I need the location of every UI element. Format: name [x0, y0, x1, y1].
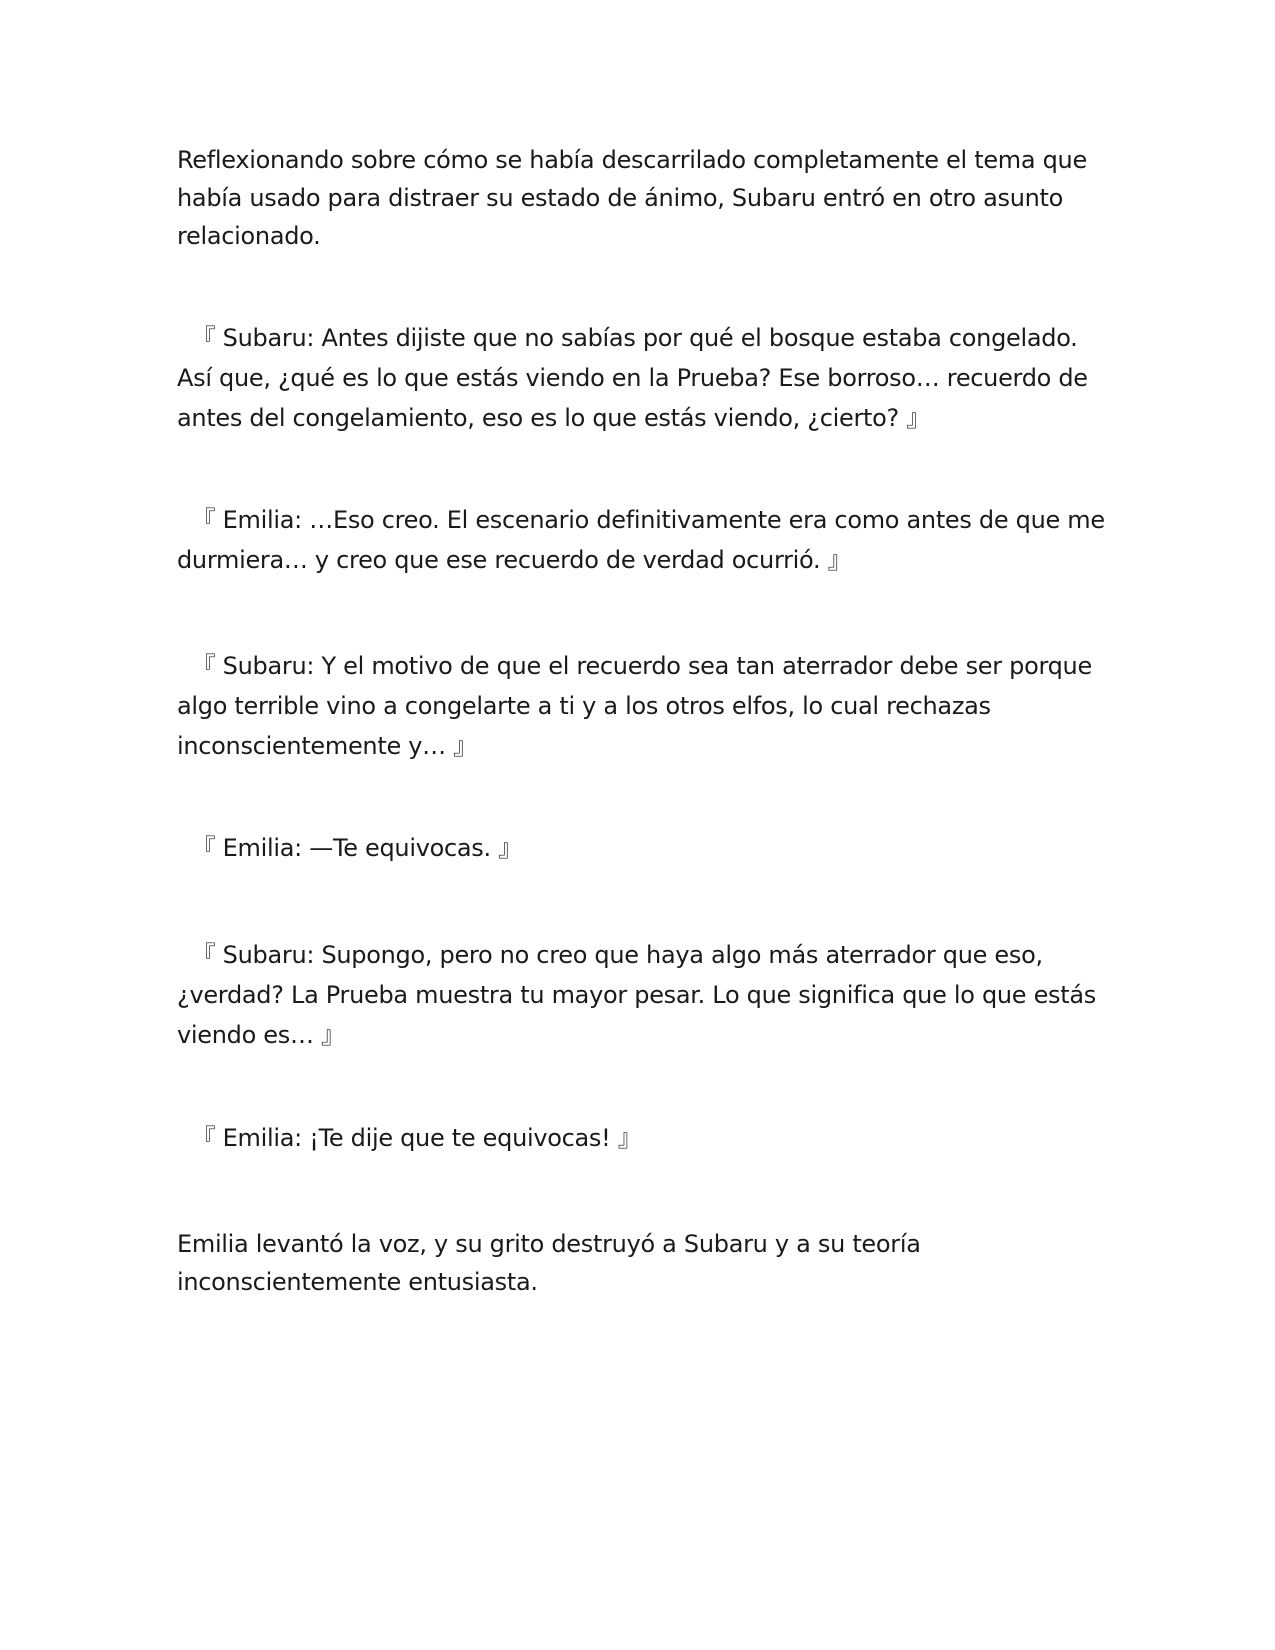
text-line: viendo es… 』 — [177, 1021, 345, 1049]
text-line: 『 Emilia: …Eso creo. El escenario definitivamente era como antes de que me — [177, 506, 1105, 534]
text-line: 『 Subaru: Supongo, pero no creo que haya algo más aterrador que eso, — [177, 941, 1043, 969]
text-line: algo terrible vino a congelarte a ti y a los otros elfos, lo cual rechazas — [177, 692, 991, 720]
text-line: 『 Emilia: ¡Te dije que te equivocas! 』 — [177, 1124, 642, 1152]
text-line: 『 Subaru: Y el motivo de que el recuerdo sea tan aterrador debe ser porque — [177, 652, 1092, 680]
text-line: Reflexionando sobre cómo se había descarrilado completamente el tema que — [177, 146, 1087, 174]
dialogue-emilia-3 — [177, 1118, 1117, 1158]
text-line: había usado para distraer su estado de ánimo, Subaru entró en otro asunto — [177, 184, 1064, 212]
dialogue-subaru-2 — [177, 646, 1117, 766]
text-line: 『 Emilia: —Te equivocas. 』 — [177, 834, 522, 862]
text-line: inconscientemente y… 』 — [177, 732, 477, 760]
text-line: Emilia levantó la voz, y su grito destruyó a Subaru y a su teoría — [177, 1230, 921, 1258]
text-line: relacionado. — [177, 222, 321, 250]
dialogue-subaru-1 — [177, 318, 1117, 438]
dialogue-subaru-3 — [177, 935, 1117, 1055]
text-line: ¿verdad? La Prueba muestra tu mayor pesar. Lo que significa que lo que estás — [177, 981, 1096, 1009]
dialogue-emilia-1 — [177, 500, 1117, 580]
text-line: Así que, ¿qué es lo que estás viendo en la Prueba? Ese borroso… recuerdo de — [177, 364, 1088, 392]
text-line: 『 Subaru: Antes dijiste que no sabías por qué el bosque estaba congelado. — [177, 324, 1078, 352]
narration-paragraph — [177, 141, 1117, 255]
text-line: durmiera… y creo que ese recuerdo de verdad ocurrió. 』 — [177, 546, 852, 574]
narration-paragraph — [177, 1225, 1117, 1301]
text-line: inconscientemente entusiasta. — [177, 1268, 538, 1296]
dialogue-emilia-2 — [177, 828, 1117, 868]
text-line: antes del congelamiento, eso es lo que estás viendo, ¿cierto? 』 — [177, 404, 931, 432]
